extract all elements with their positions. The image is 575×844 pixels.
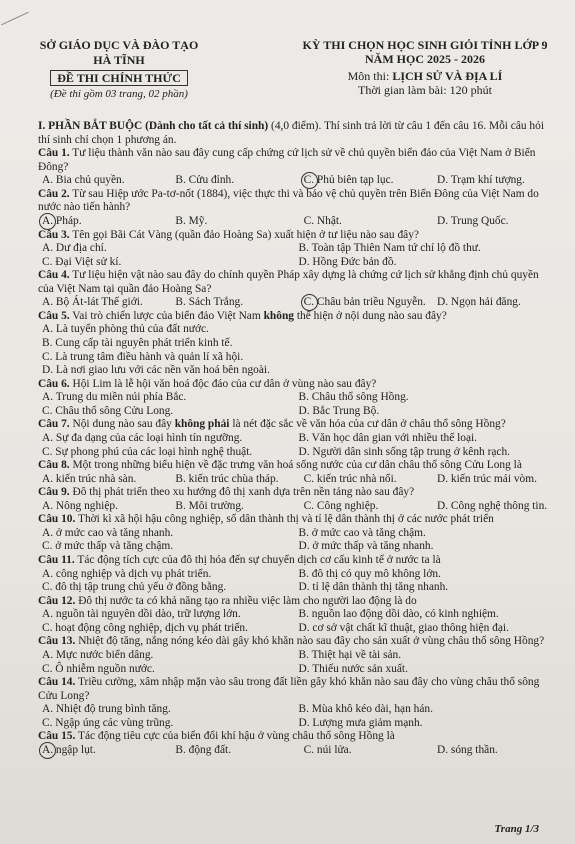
question-stem	[38, 635, 555, 649]
option-d[interactable]: D. Trạm khí tượng.	[437, 174, 525, 187]
option-b[interactable]: B. ở mức cao và tăng chậm.	[298, 526, 426, 539]
question-10	[38, 513, 555, 554]
options-row	[38, 663, 555, 677]
option-b[interactable]: B. Cửu đỉnh.	[175, 174, 235, 187]
question-stem	[38, 147, 555, 174]
options-row	[38, 703, 555, 717]
option-a[interactable]: A. Sự đa dạng của các loại hình tín ngưỡng.	[42, 431, 243, 444]
pen-mark	[1, 12, 29, 26]
page-count-note: (Đề thi gồm 03 trang, 02 phần)	[50, 88, 188, 101]
question-stem	[38, 269, 555, 296]
options-row	[38, 622, 555, 636]
question-text: Tư liệu thành văn nào sau đây cung cấp chứng cứ lịch sử về chủ quyền biển đảo của Việt Nam ở Biển Đông?	[38, 147, 536, 173]
option-a[interactable]: A. Dư địa chí.	[42, 242, 107, 255]
options-row	[38, 351, 555, 365]
options-row	[38, 337, 555, 351]
option-c[interactable]: C. Phủ biên tạp lục.	[304, 174, 437, 188]
question-7	[38, 418, 555, 459]
question-number: Câu 4.	[38, 269, 70, 282]
option-c[interactable]: C. ở mức thấp và tăng chậm.	[42, 540, 174, 553]
options-row	[38, 432, 555, 446]
question-number: Câu 6.	[38, 377, 70, 390]
option-b[interactable]: B. Sách Trắng.	[175, 296, 244, 309]
question-text: Tác động tiêu cực của biến đổi khí hậu ở vùng châu thổ sông Hồng là	[75, 730, 395, 743]
question-text: Nhiệt độ tăng, nắng nóng kéo dài gây khó khăn nào sau đây cho sản xuất ở vùng châu thổ sông Hồng?	[75, 635, 545, 648]
option-c[interactable]: C. Châu bản triều Nguyễn.	[304, 296, 437, 310]
option-b[interactable]: B. Toàn tập Thiên Nam tứ chí lộ đồ thư.	[298, 242, 481, 255]
section-title: I. PHẦN BẮT BUỘC (Dành cho tất cả thí sinh)	[38, 120, 269, 132]
option-b[interactable]: B. Châu thổ sông Hồng.	[298, 391, 409, 404]
option-d[interactable]: D. cơ sở vật chất kĩ thuật, giao thông hiện đại.	[298, 621, 509, 634]
exam-body	[38, 120, 555, 757]
section-intro	[38, 120, 555, 147]
question-stem	[38, 513, 555, 527]
option-a[interactable]: A. kiến trúc nhà sàn.	[42, 472, 137, 485]
option-a[interactable]: A. Là tuyến phòng thủ của đất nước.	[42, 323, 209, 336]
exam-title: KỲ THI CHỌN HỌC SINH GIỎI TỈNH LỚP 9	[302, 38, 548, 52]
option-a[interactable]: A. Mực nước biển dâng.	[42, 648, 154, 661]
question-number: Câu 2.	[38, 187, 70, 200]
option-b[interactable]: B. động đất.	[175, 743, 232, 756]
option-c[interactable]: C. núi lửa.	[303, 743, 352, 756]
exam-header	[34, 38, 555, 118]
question-number: Câu 14.	[38, 676, 76, 689]
options-row	[38, 215, 555, 229]
option-c[interactable]: C. Nhật.	[303, 214, 342, 227]
option-d[interactable]: D. Người dân sinh sống tập trung ở kênh rạch.	[298, 445, 511, 458]
option-c[interactable]: C. đô thị tập trung chủ yếu ở đồng bằng.	[42, 581, 227, 594]
option-c[interactable]: C. Sự phong phú của các loại hình nghệ thuật.	[42, 445, 253, 458]
question-1	[38, 147, 555, 188]
option-d[interactable]: D. Thiếu nước sản xuất.	[298, 662, 408, 675]
options-row	[38, 500, 555, 514]
options-row	[38, 581, 555, 595]
question-text: Triều cường, xâm nhập mặn vào sâu trong đất liền gây khó khăn nào sau đây cho vùng châu thổ sông Cửu Long?	[38, 676, 540, 702]
option-b[interactable]: B. nguồn lao động dồi dào, có kinh nghiệm.	[298, 608, 499, 621]
question-text: Đô thị nước ta có khả năng tạo ra nhiều việc làm cho người lao động là do	[75, 594, 417, 607]
question-text: Thời kì xã hội hậu công nghiệp, số dân thành thị và tỉ lệ dân thành thị ở các nước phát triển	[75, 513, 494, 526]
option-b[interactable]: B. Thiệt hại về tài sản.	[298, 648, 402, 661]
question-stem	[38, 378, 555, 392]
question-stem	[38, 188, 555, 215]
question-stem	[38, 459, 555, 473]
option-d[interactable]: D. tỉ lệ dân thành thị tăng nhanh.	[298, 581, 449, 594]
options-row	[38, 527, 555, 541]
option-c[interactable]: C. Châu thổ sông Cửu Long.	[42, 404, 174, 417]
option-c[interactable]: C. hoạt động công nghiệp, dịch vụ phát triển.	[42, 621, 248, 634]
question-emphasis: không	[263, 309, 294, 322]
option-a[interactable]: A. nguồn tài nguyên dồi dào, trữ lượng lớn.	[42, 608, 241, 621]
question-number: Câu 1.	[38, 147, 70, 160]
question-number: Câu 3.	[38, 228, 70, 241]
options-row	[38, 649, 555, 663]
option-d[interactable]: D. kiến trúc mái vòm.	[437, 472, 537, 485]
question-number: Câu 10.	[38, 513, 76, 526]
option-a[interactable]: A. Trung du miền núi phía Bắc.	[42, 391, 187, 404]
option-a[interactable]: A. Nông nghiệp.	[42, 499, 118, 512]
question-number: Câu 8.	[38, 459, 70, 472]
question-stem	[38, 595, 555, 609]
header-right	[280, 38, 570, 97]
option-a[interactable]: A. ở mức cao và tăng nhanh.	[42, 526, 174, 539]
question-stem	[38, 418, 555, 432]
options-row	[38, 540, 555, 554]
question-stem	[38, 229, 555, 243]
province-name: HÀ TĨNH	[93, 53, 145, 68]
option-a[interactable]: A. công nghiệp và dịch vụ phát triển.	[42, 567, 212, 580]
option-b[interactable]: B. Cung cấp tài nguyên phát triển kinh tế.	[42, 337, 233, 349]
options-row	[38, 174, 555, 188]
question-13	[38, 635, 555, 676]
question-text: Từ sau Hiệp ước Pa-tơ-nốt (1884), việc thực thi và bảo vệ chủ quyền trên Biển Đông của Việt Nam do nước nào tiến hành?	[38, 187, 539, 214]
question-number: Câu 11.	[38, 554, 75, 566]
question-number: Câu 13.	[38, 635, 76, 648]
question-11	[38, 554, 555, 595]
option-d[interactable]: D. Trung Quốc.	[437, 214, 509, 227]
question-text: Nội dung nào sau đây	[69, 418, 175, 431]
section-instructions: (4,0 điểm). Thí sinh trả lời từ câu 1 đến câu 16. Mỗi câu hỏi thí sinh chỉ chọn 1 phương án.	[38, 120, 544, 146]
question-6	[38, 378, 555, 419]
option-d[interactable]: D. sóng thần.	[437, 743, 498, 756]
option-d[interactable]: D. Lượng mưa giảm mạnh.	[298, 716, 423, 729]
question-number: Câu 7.	[38, 418, 70, 431]
subject-line	[280, 69, 570, 83]
option-c[interactable]: C. Công nghiệp.	[303, 499, 379, 512]
question-number: Câu 15.	[38, 730, 76, 743]
options-row	[38, 242, 555, 256]
question-12	[38, 595, 555, 636]
question-text: Đô thị phát triển theo xu hướng đô thị xanh dựa trên nền tảng nào sau đây?	[69, 486, 415, 499]
option-d[interactable]: D. Là nơi giao lưu với các nền văn hoá bên ngoài.	[42, 364, 270, 377]
header-left	[34, 38, 204, 101]
options-row	[38, 405, 555, 419]
question-text: Tên gọi Bãi Cát Vàng (quần đảo Hoàng Sa) xuất hiện ở tư liệu nào sau đây?	[69, 228, 419, 241]
question-text: Vai trò chiến lược của biển đảo Việt Nam	[69, 309, 264, 322]
options-row	[38, 568, 555, 582]
question-stem	[38, 676, 555, 703]
option-a[interactable]: A. Nhiệt độ trung bình tăng.	[42, 703, 171, 716]
question-2	[38, 188, 555, 229]
option-d[interactable]: D. ở mức thấp và tăng nhanh.	[298, 540, 434, 553]
option-a[interactable]: A. Bia chủ quyền.	[42, 174, 125, 187]
question-text: Tư liệu hiện vật nào sau đây do chính quyền Pháp xây dựng là chứng cứ lịch sử khẳng định chủ quyền của Việt Nam tại quần đảo Hoàng Sa?	[38, 269, 539, 295]
question-stem	[38, 554, 555, 568]
option-a[interactable]: A. ngập lụt.	[42, 744, 175, 758]
question-text-tail: là nét đặc sắc về văn hóa của cư dân ở châu thổ sông Hồng?	[229, 418, 506, 431]
options-row	[38, 296, 555, 310]
option-c[interactable]: C. kiến trúc nhà nổi.	[303, 472, 397, 485]
official-exam-label: ĐỀ THI CHÍNH THỨC	[50, 70, 187, 86]
option-d[interactable]: D. Ngọn hải đăng.	[437, 296, 521, 309]
options-row	[38, 446, 555, 460]
question-stem	[38, 486, 555, 500]
question-emphasis: không phải	[174, 418, 230, 431]
department-name: SỞ GIÁO DỤC VÀ ĐÀO TẠO	[39, 38, 199, 52]
question-15	[38, 730, 555, 757]
option-c[interactable]: C. Ngập úng các vùng trũng.	[42, 716, 174, 729]
question-stem	[38, 730, 555, 744]
question-number: Câu 5.	[38, 309, 70, 322]
question-4	[38, 269, 555, 310]
options-row	[38, 323, 555, 337]
option-b[interactable]: B. kiến trúc chùa tháp.	[175, 472, 279, 485]
question-14	[38, 676, 555, 730]
question-text: Tác động tích cực của đô thị hóa đến sự chuyển dịch cơ cấu kinh tế ở nước ta là	[74, 554, 441, 566]
question-text: Một trong những biểu hiện về đặc trưng văn hoá sống nước của cư dân châu thổ sông Cửu Long là	[69, 459, 522, 472]
option-c[interactable]: C. Ô nhiễm nguồn nước.	[42, 662, 155, 675]
option-c[interactable]: C. Đại Việt sử kí.	[42, 255, 122, 268]
options-row	[38, 717, 555, 731]
page-number: Trang 1/3	[494, 822, 539, 835]
option-b[interactable]: B. Môi trường.	[175, 499, 244, 512]
question-5	[38, 310, 555, 378]
time-limit: Thời gian làm bài: 120 phút	[358, 82, 492, 97]
question-3	[38, 229, 555, 270]
options-row	[38, 473, 555, 487]
option-b[interactable]: B. Mỹ.	[175, 214, 208, 227]
question-text-tail: thể hiện ở nội dung nào sau đây?	[293, 309, 447, 322]
question-8	[38, 459, 555, 486]
question-9	[38, 486, 555, 513]
question-text: Hội Lim là lễ hội văn hoá độc đáo của cư dân ở vùng nào sau đây?	[69, 377, 377, 390]
options-row	[38, 364, 555, 378]
option-b[interactable]: B. đô thị có quy mô không lớn.	[298, 567, 441, 580]
option-a[interactable]: A. Pháp.	[42, 215, 175, 229]
options-row	[38, 608, 555, 622]
option-b[interactable]: B. Văn học dân gian với nhiều thể loại.	[298, 431, 478, 444]
options-row	[38, 391, 555, 405]
question-number: Câu 12.	[38, 594, 76, 607]
option-d[interactable]: D. Hồng Đức bản đồ.	[298, 255, 397, 268]
option-a[interactable]: A. Bộ Át-lát Thế giới.	[42, 296, 143, 309]
options-row	[38, 744, 555, 758]
subject-prefix: Môn thi:	[347, 68, 393, 83]
subject-name: LỊCH SỬ VÀ ĐỊA LÍ	[392, 68, 503, 83]
option-d[interactable]: D. Bắc Trung Bộ.	[298, 404, 380, 417]
school-year: NĂM HỌC 2025 - 2026	[365, 52, 485, 67]
question-number: Câu 9.	[38, 486, 70, 499]
option-d[interactable]: D. Công nghệ thông tin.	[437, 499, 548, 512]
question-stem	[38, 310, 555, 324]
option-b[interactable]: B. Mùa khô kéo dài, hạn hán.	[298, 703, 433, 716]
options-row	[38, 256, 555, 270]
option-c[interactable]: C. Là trung tâm điều hành và quản lí xã hội.	[42, 350, 244, 363]
